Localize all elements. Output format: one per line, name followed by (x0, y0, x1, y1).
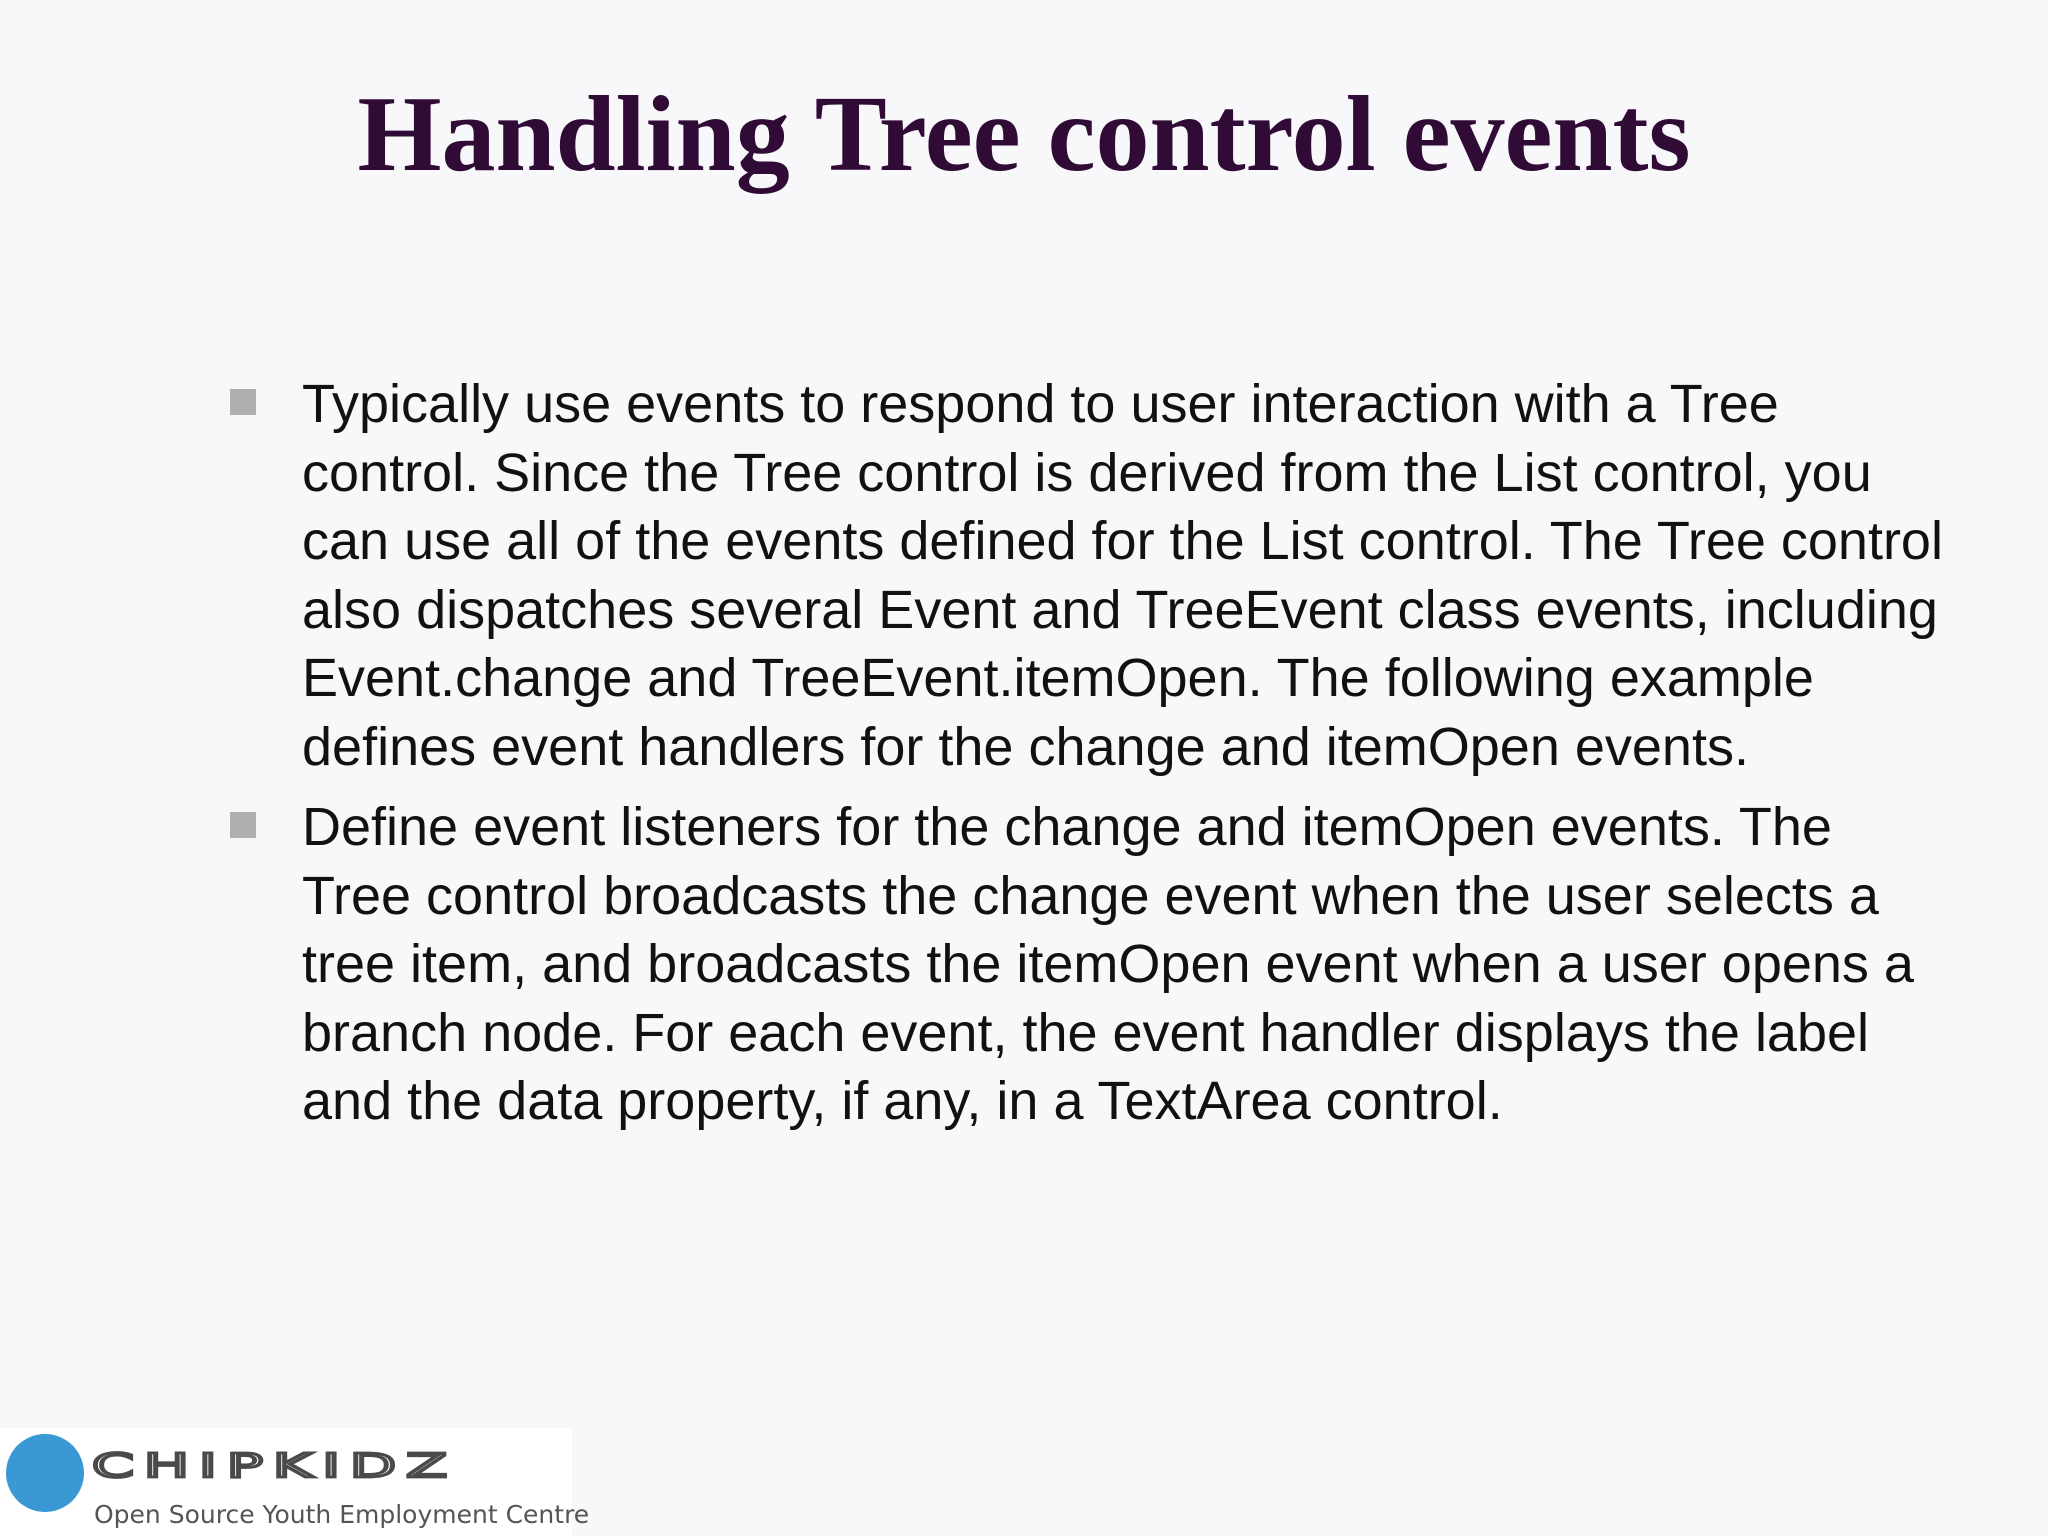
bullet-item (228, 370, 1948, 781)
square-bullet-icon (230, 389, 256, 415)
bullet-text: Define event listeners for the change and itemOpen events. The Tree control broadcasts the change event when the user selects a tree item, and broadcasts the itemOpen event when a user opens a branch node. For each event, the event handler displays the label and the data property, if any, in a TextArea control. (302, 797, 1914, 1131)
bullet-item (228, 793, 1948, 1136)
slide-title: Handling Tree control events (357, 75, 1691, 194)
logo-tagline: Open Source Youth Employment Centre (94, 1500, 590, 1529)
square-bullet-icon (230, 812, 256, 838)
logo-circle-icon (6, 1434, 84, 1512)
chipkidz-logo (0, 1428, 590, 1536)
bullet-text: Typically use events to respond to user interaction with a Tree control. Since the Tree control is derived from the List control, you can use all of the events defined for the List control. The Tree control also dispatches several Event and TreeEvent class events, including Event.change and TreeEvent.itemOpen. The following example defines event handlers for the change and itemOpen events. (302, 374, 1943, 777)
logo-wordmark: CHIPKIDZ (92, 1446, 458, 1486)
bullet-list (228, 370, 1948, 1148)
